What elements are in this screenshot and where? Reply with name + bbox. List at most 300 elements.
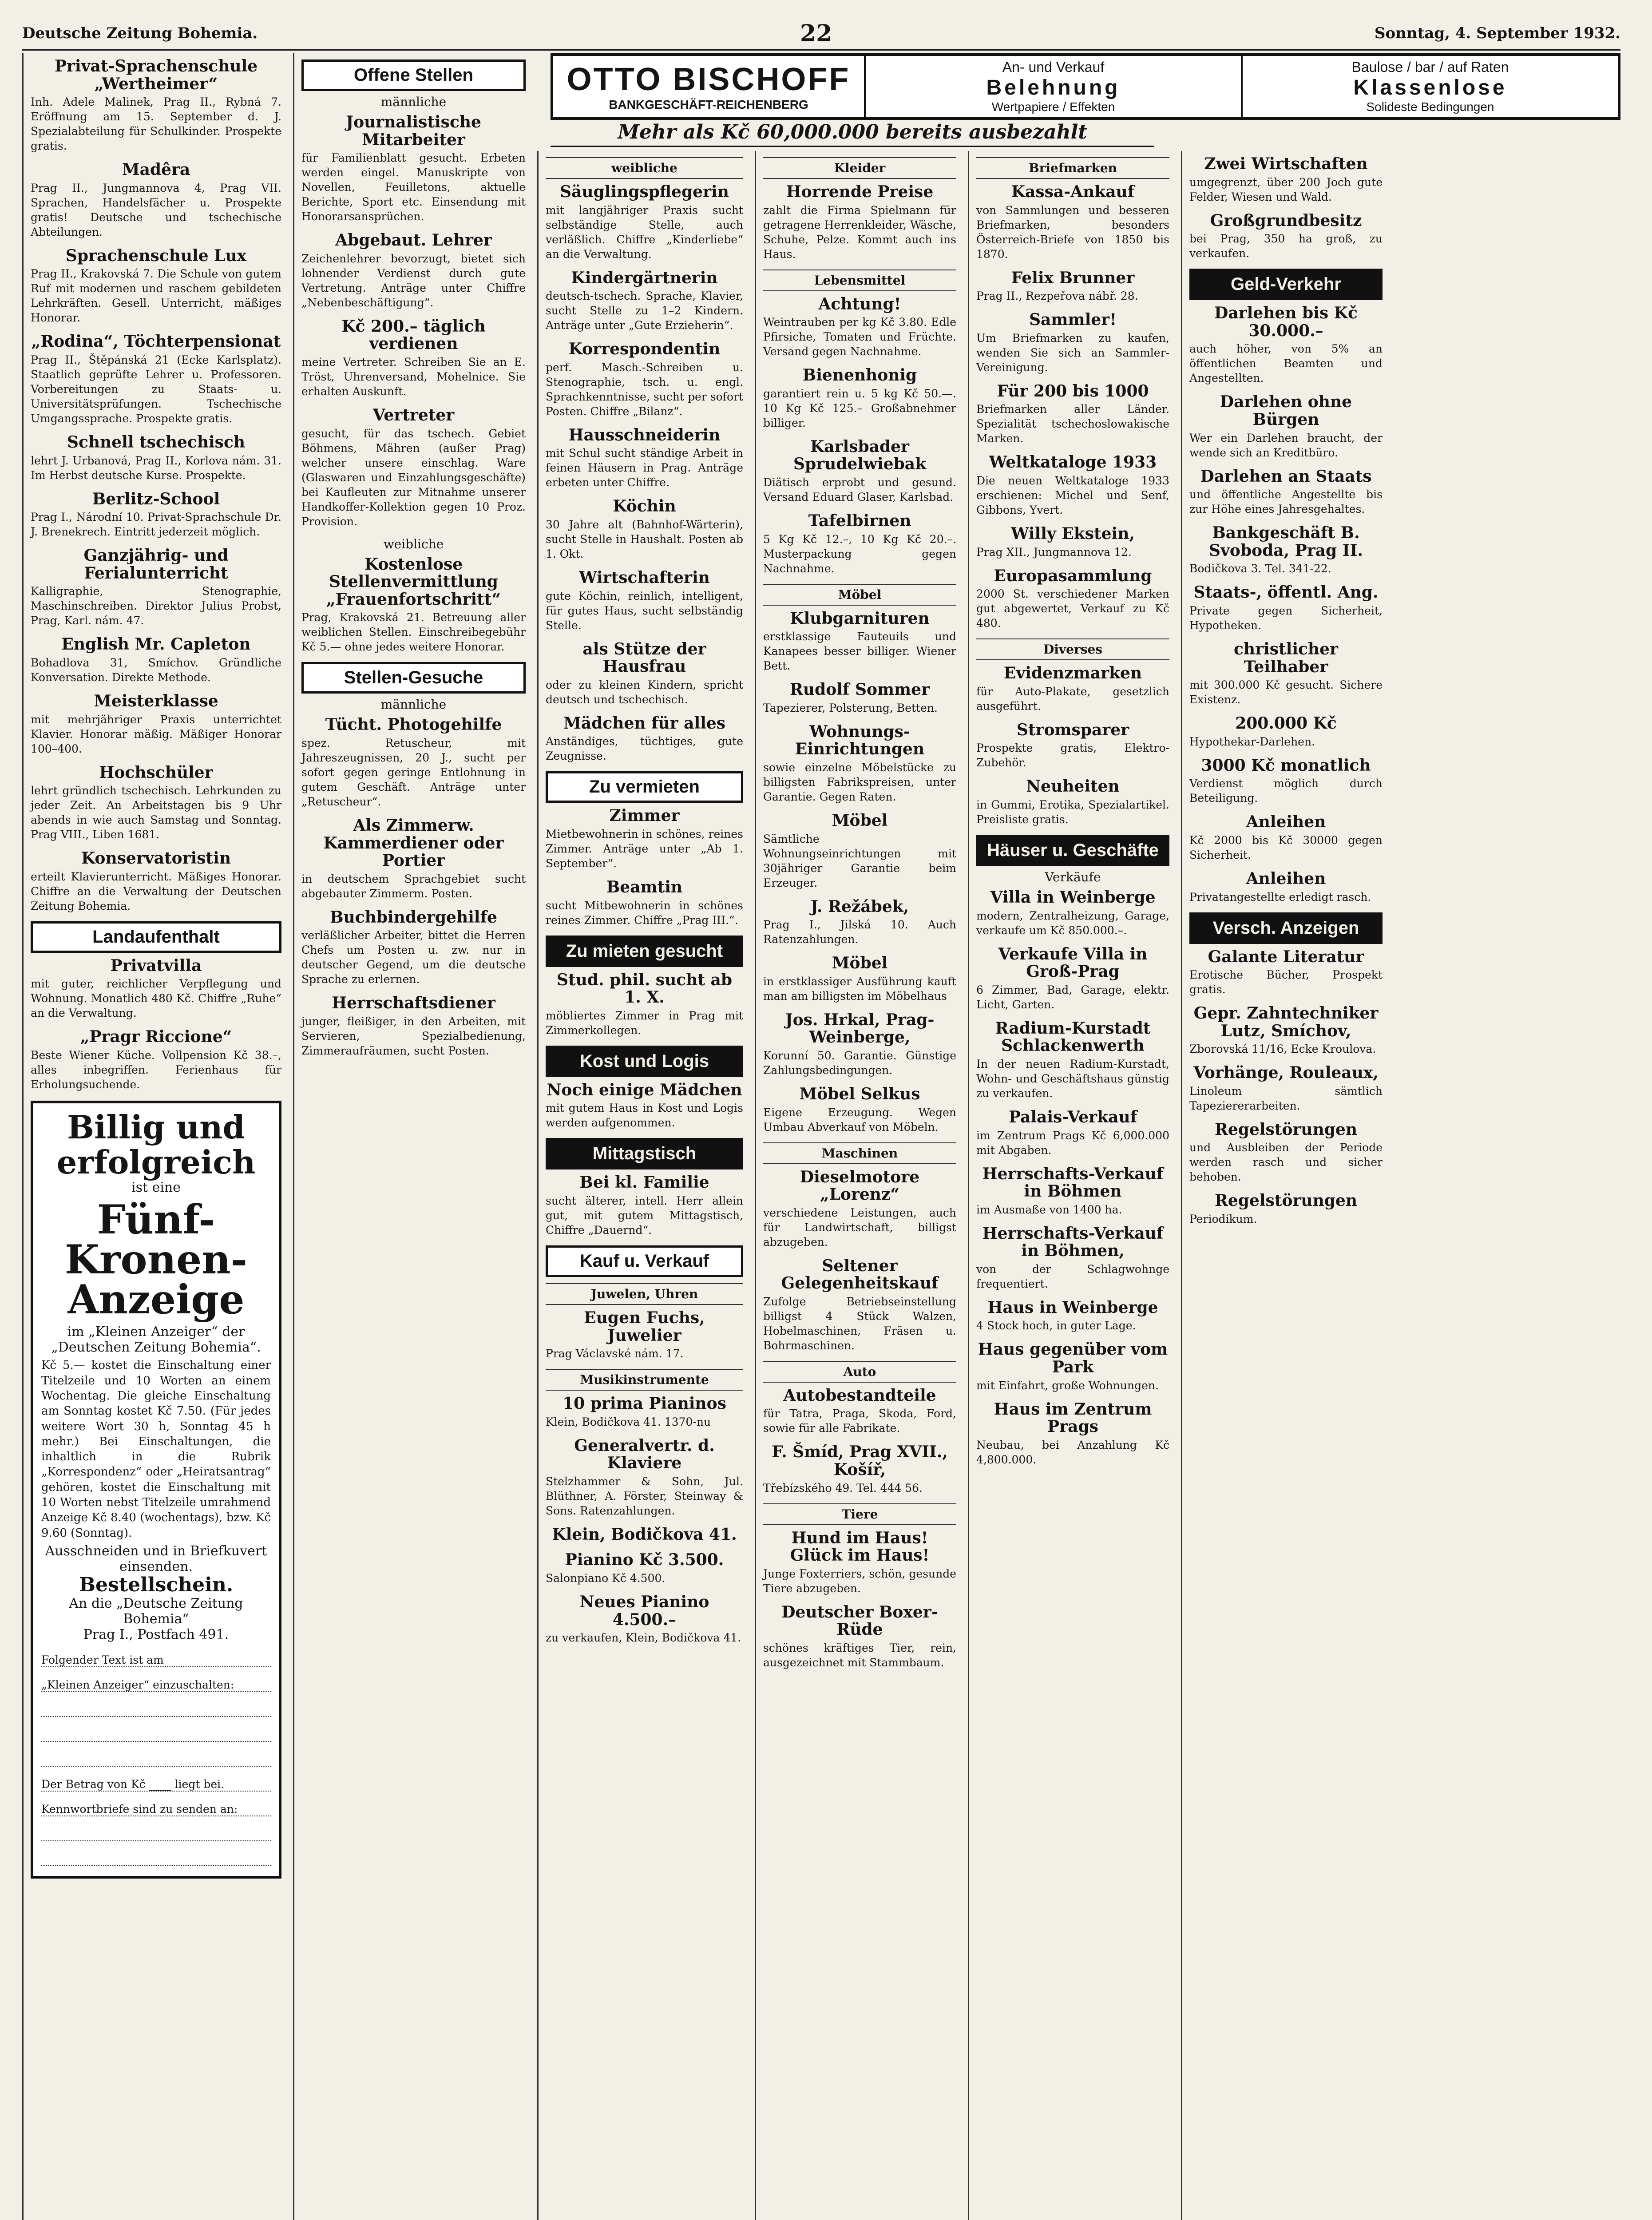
ad-zwei-wirtschaften (1189, 155, 1383, 204)
ad-title: Buchbindergehilfe (330, 908, 497, 927)
ad-title: Haus gegenüber vom Park (978, 1340, 1168, 1377)
ad-title: Neuheiten (1026, 777, 1120, 796)
ad-title: Achtung! (818, 294, 901, 313)
ad-text: oder zu kleinen Kindern, spricht deutsch und tschechisch. (546, 678, 743, 706)
five-crown-subline: ist eine (131, 1180, 181, 1196)
section-geld-verkehr: Geld-Verkehr (1189, 269, 1383, 300)
ad-text: zu verkaufen, Klein, Bodičkova 41. (546, 1631, 741, 1645)
ad-sprudelwiebak (763, 438, 956, 504)
ad-text: für Tatra, Praga, Skoda, Ford, sowie für alle Fabrikate. (763, 1407, 956, 1435)
ad-title: Pianino Kč 3.500. (565, 1550, 724, 1570)
ad-text: Zborovská 11/16, Ecke Kroulova. (1189, 1043, 1376, 1056)
ad-text: meine Vertreter. Schreiben Sie an E. Tröst, Uhrenversand, Mohelnice. Sie erhalten Auskunft. (301, 355, 526, 398)
order-form-blank-4[interactable] (41, 1820, 271, 1841)
order-form-title: Bestellschein. (79, 1574, 234, 1597)
ad-title: Vertreter (372, 405, 455, 424)
ad-darlehen-30000 (1189, 305, 1383, 385)
ad-text: Prag, Krakovská 21. Betreuung aller weiblichen Stellen. Einschreibegebühr Kč 5.— ohne jedes weitere Honorar. (301, 611, 526, 654)
ad-korrespondentin (546, 341, 743, 419)
ad-photogehilfe (301, 716, 526, 809)
ad-text: im Ausmaße von 1400 ha. (976, 1203, 1122, 1216)
ad-title: Hochschüler (99, 763, 213, 782)
ad-text: in Gummi, Erotika, Spezialartikel. Preisliste gratis. (976, 798, 1169, 826)
ad-text: Stelzhammer & Sohn, Jul. Blüthner, A. Förster, Steinway & Sons. Ratenzahlungen. (546, 1475, 743, 1517)
bank-name-block (553, 56, 866, 117)
ad-text: Verdienst möglich durch Beteiligung. (1189, 777, 1383, 805)
ad-title: Privatvilla (110, 956, 202, 975)
ad-title: Hausschneiderin (568, 425, 721, 444)
ad-text: Tapezierer, Polsterung, Betten. (763, 701, 938, 714)
ad-text: Salonpiano Kč 4.500. (546, 1572, 666, 1585)
ad-radium-kurstadt (976, 1020, 1169, 1101)
ad-beamtin (546, 879, 743, 928)
category-maschinen: Maschinen (763, 1142, 956, 1164)
ad-regelstoerungen-1 (1189, 1121, 1383, 1185)
ad-200-bis-1000 (976, 383, 1169, 446)
bank-lots-1: Baulose / bar / auf Raten (1351, 59, 1509, 75)
ad-klubgarnituren (763, 610, 956, 674)
ad-title: Haus im Zentrum Prags (994, 1399, 1152, 1436)
ad-english (31, 636, 281, 685)
ad-title: Kindergärtnerin (571, 268, 718, 287)
ad-title: Möbel Selkus (799, 1084, 920, 1103)
ad-title: Beamtin (606, 877, 683, 896)
ad-text: junger, fleißiger, in den Arbeiten, mit Servieren, Spezialbedienung, Zimmeraufräumen, sucht Posten. (301, 1015, 526, 1057)
ad-text: 6 Zimmer, Bad, Garage, elektr. Licht, Garten. (976, 983, 1169, 1011)
ad-riccione (31, 1028, 281, 1092)
ad-text: mit guter, reichlicher Verpflegung und Wohnung. Monatlich 480 Kč. Chiffre „Ruhe“ an die Verwaltung. (31, 977, 281, 1020)
ad-text: möbliertes Zimmer in Prag mit Zimmerkollegen. (546, 1009, 743, 1037)
ad-title: Tücht. Photogehilfe (325, 715, 502, 734)
ad-title: „Rodina“, Töchterpensionat (31, 332, 281, 351)
ad-title: Möbel (832, 954, 888, 973)
ad-title: Autobestandteile (783, 1386, 936, 1405)
ad-weltkataloge (976, 454, 1169, 517)
ad-text: sucht älterer, intell. Herr allein gut, mit gutem Mittagstisch, Chiffre „Dauernd“. (546, 1194, 743, 1237)
ad-text: Hypothekar-Darlehen. (1189, 735, 1315, 748)
ad-text: 30 Jahre alt (Bahnhof-Wärterin), sucht Stelle in Haushalt. Posten ab 1. Okt. (546, 518, 743, 560)
ad-title: Wohnungs-Einrichtungen (795, 722, 925, 759)
ad-text: verläßlicher Arbeiter, bittet die Herren Chefs um Posten u. zw. nur in deutscher Gegend, um die deutsche Sprache zu erlernen. (301, 929, 526, 986)
ad-title: Rudolf Sommer (789, 680, 930, 699)
ad-title: Darlehen bis Kč 30.000.– (1214, 304, 1358, 340)
ad-200000 (1189, 715, 1383, 749)
ad-teilhaber (1189, 641, 1383, 707)
ad-text: sucht Mitbewohnerin in schönes reines Zimmer. Chiffre „Prag III.“. (546, 899, 743, 927)
ad-text: Zeichenlehrer bevorzugt, bietet sich lohnender Verdienst durch gute Vertretung. Anträge unter Chiffre „Nebenbeschäftigung“. (301, 252, 526, 309)
ad-title: Herrschaftsdiener (332, 994, 495, 1013)
ad-title: English Mr. Capleton (61, 635, 251, 654)
bank-service-2: Belehnung (986, 76, 1121, 99)
ad-meisterklasse (31, 693, 281, 756)
page-number: 22 (800, 20, 832, 47)
five-crown-pricing: Kč 5.— kostet die Einschaltung einer Titelzeile und 10 Worten an einem Wochentag. Die gleiche Einschaltung am Sonntag kostet Kč 7.50. (Für jedes weitere Wort 30 h, Sonntag 45 h mehr.) Bei Einschaltungen, die inhaltlich in die Rubrik „Korrespondenz“ oder „Heiratsantrag“ gehören, kostet die Einschaltung mit 10 Worten nebst Titelzeile umrahmend Anzeige Kč 8.40 (wochentags), bzw. Kč 9.60 (Sonntag). (41, 1359, 271, 1540)
five-crown-where: im „Kleinen Anzeiger“ der „Deutschen Zeitung Bohemia“. (51, 1324, 261, 1356)
ad-text: bei Prag, 350 ha groß, zu verkaufen. (1189, 232, 1383, 260)
ad-horrende-preise (763, 183, 956, 262)
ad-text: Prag I., Jilská 10. Auch Ratenzahlungen. (763, 918, 956, 946)
ad-title: Seltener Gelegenheitskauf (781, 1256, 939, 1293)
ad-title: Vorhänge, Rouleaux, (1193, 1063, 1379, 1082)
ad-title: Großgrundbesitz (1210, 211, 1362, 230)
ad-title: Generalvertr. d. Klaviere (574, 1436, 715, 1473)
section-landaufenthalt: Landaufenthalt (31, 921, 281, 953)
ad-text: von Sammlungen und besseren Briefmarken, besonders Österreich-Briefe von 1850 bis 1870. (976, 203, 1169, 261)
ad-text: Um Briefmarken zu kaufen, wenden Sie sich an Sammler-Vereinigung. (976, 331, 1169, 374)
section-zu-mieten-gesucht: Zu mieten gesucht (546, 936, 743, 967)
order-form-blank-2[interactable] (41, 1720, 271, 1742)
category-moebel: Möbel (763, 584, 956, 606)
ad-rudolf-sommer (763, 681, 956, 715)
ad-text: Neubau, bei Anzahlung Kč 4,800.000. (976, 1438, 1169, 1466)
ad-title: Bei kl. Familie (579, 1173, 709, 1192)
ad-rodina (31, 333, 281, 426)
five-crown-headline: Billig und erfolgreich (56, 1108, 256, 1181)
ad-bienenhonig (763, 367, 956, 430)
ad-title: 3000 Kč monatlich (1201, 756, 1371, 775)
ad-title: Berlitz-School (92, 489, 220, 508)
ad-vertreter (301, 407, 526, 529)
ad-pianinos (546, 1395, 743, 1429)
ad-text: Třebízského 49. Tel. 444 56. (763, 1481, 923, 1495)
section-offene-stellen: Offene Stellen (301, 59, 526, 91)
ad-text: mit langjähriger Praxis sucht selbständige Stelle, auch verläßlich. Chiffre „Kinderliebe“ an die Verwaltung. (546, 203, 743, 261)
ad-title: Kassa-Ankauf (1011, 182, 1135, 201)
bank-banner-ad (551, 53, 1620, 120)
ad-darlehen-ohne-buergen (1189, 393, 1383, 460)
ad-anleihen-2 (1189, 870, 1383, 904)
ad-text: Erotische Bücher, Prospekt gratis. (1189, 968, 1383, 996)
ad-hrkal (763, 1011, 956, 1078)
ad-title: Tafelbirnen (808, 511, 911, 530)
ad-sammler (976, 311, 1169, 375)
ad-darlehen-staats (1189, 468, 1383, 517)
ad-berlitz (31, 491, 281, 539)
ad-hochschueler (31, 764, 281, 842)
ad-title: Kč 200.– täglich verdienen (341, 317, 486, 353)
ad-title: Abgebaut. Lehrer (335, 231, 492, 250)
ad-title: Für 200 bis 1000 (997, 381, 1149, 400)
bank-services (866, 56, 1241, 117)
category-diverses: Diverses (976, 638, 1169, 660)
ad-title: Möbel (832, 811, 888, 830)
ad-text: Kalligraphie, Stenographie, Maschinschreiben. Direktor Julius Probst, Prag, Karl. nám. 47. (31, 585, 281, 627)
ad-title: Darlehen ohne Bürgen (1220, 392, 1352, 429)
ad-title: Horrende Preise (786, 182, 934, 201)
ad-title: Felix Brunner (1011, 268, 1135, 287)
ad-moebel-selkus (763, 1086, 956, 1134)
ad-neues-pianino (546, 1594, 743, 1645)
ad-title: Herrschafts-Verkauf in Böhmen (982, 1164, 1164, 1201)
ad-schnell-tschechisch (31, 434, 281, 483)
ad-noch-einige-maedchen (546, 1082, 743, 1130)
ad-text: zahlt die Firma Spielmann für getragene Herrenkleider, Wäsche, Schuhe, Pelze. Kommt auch ins Haus. (763, 203, 956, 261)
column-3 (537, 151, 750, 2220)
ad-title: Mädchen für alles (563, 714, 726, 733)
column-2 (293, 53, 533, 2220)
order-form-text-line[interactable]: „Kleinen Anzeiger“ einzuschalten: (41, 1671, 271, 1692)
ad-stellenvermittlung (301, 556, 526, 654)
section-haeuser-geschaefte: Häuser u. Geschäfte (976, 835, 1169, 866)
ad-3000-monatlich (1189, 757, 1383, 806)
ad-text: von der Schlagwohnge frequentiert. (976, 1262, 1169, 1290)
ad-felix-brunner (976, 270, 1169, 304)
ad-text: und Ausbleiben der Periode werden rasch und sicher behoben. (1189, 1141, 1383, 1184)
ad-europasammlung (976, 567, 1169, 631)
ad-text: Eigene Erzeugung. Wegen Umbau Abverkauf von Möbeln. (763, 1106, 956, 1134)
section-zu-vermieten: Zu vermieten (546, 771, 743, 803)
bank-lots-2: Klassenlose (1353, 76, 1507, 99)
ad-text: perf. Masch.-Schreiben u. Stenographie, tsch. u. engl. Sprachkenntnisse, sucht per sofort Posten. Chiffre „Bilanz“. (546, 361, 743, 418)
ad-gelegenheitskauf (763, 1257, 956, 1353)
ad-text: Mietbewohnerin in schönes, reines Zimmer. Anträge unter „Ab 1. September“. (546, 827, 743, 870)
ad-text: Anständiges, tüchtiges, gute Zeugnisse. (546, 735, 743, 763)
ad-title: Journalistische Mitarbeiter (346, 113, 481, 149)
ad-title: Haus in Weinberge (987, 1298, 1158, 1317)
ad-text: Prag II., Štěpánská 21 (Ecke Karlsplatz). Staatlich geprüfte Lehrer u. Professoren. Vorbereitungen zu Staats- u. Universitätsprüfungen. Tschechische Umgangssprache. Prospekte gratis. (31, 353, 281, 425)
ad-title: Wirtschafterin (579, 568, 710, 587)
ad-villa-gross-prag (976, 946, 1169, 1012)
ad-title: Herrschafts-Verkauf in Böhmen, (982, 1224, 1164, 1261)
ad-text: mit gutem Haus in Kost und Logis werden aufgenommen. (546, 1102, 743, 1130)
column-1 (22, 53, 289, 2220)
ad-title: J. Režábek, (810, 897, 909, 916)
ad-title: Radium-Kurstadt Schlackenwerth (995, 1019, 1151, 1055)
ad-klein-address (546, 1526, 743, 1544)
order-form-date-line[interactable]: Folgender Text ist am (41, 1646, 271, 1667)
ad-title: Bankgeschäft B. Svoboda, Prag II. (1209, 523, 1363, 560)
ad-autobestandteile (763, 1387, 956, 1436)
ad-text: schönes kräftiges Tier, rein, ausgezeichnet mit Stammbaum. (763, 1641, 956, 1669)
bank-lots (1241, 56, 1618, 117)
bank-service-3: Wertpapiere / Effekten (991, 100, 1115, 114)
ad-text: mit Einfahrt, große Wohnungen. (976, 1379, 1159, 1392)
bank-service-1: An- und Verkauf (1002, 59, 1105, 75)
col1-ads (31, 58, 281, 913)
ad-anleihen-1 (1189, 813, 1383, 862)
ad-moebel-2 (763, 955, 956, 1003)
ad-abgebaut-lehrer (301, 232, 526, 310)
ad-text: erteilt Klavierunterricht. Mäßiges Honorar. Chiffre an die Verwaltung der Deutschen Zeitung Bohemia. (31, 870, 281, 912)
ad-text: im Zentrum Prags Kč 6,000.000 mit Abgaben. (976, 1129, 1169, 1157)
newspaper-name: Deutsche Zeitung Bohemia. (22, 24, 258, 42)
subsection-weibliche: weibliche (383, 536, 444, 551)
ad-text: 2000 St. verschiedener Marken gut abgewertet, Verkauf zu Kč 480. (976, 587, 1169, 630)
ad-title: Villa in Weinberge (990, 888, 1156, 907)
ad-title: Korrespondentin (568, 340, 721, 359)
ad-200-taeglich (301, 318, 526, 399)
ad-dieselmotore (763, 1169, 956, 1249)
ad-hausschneiderin (546, 427, 743, 490)
category-kleider: Kleider (763, 157, 956, 179)
ad-title: Sprachenschule Lux (65, 246, 247, 265)
ad-smid (763, 1443, 956, 1495)
ad-title: Hund im Haus! Glück im Haus! (790, 1528, 930, 1565)
ad-wohnungs-einrichtungen (763, 723, 956, 804)
ad-staats-oeffentl (1189, 584, 1383, 633)
ad-ferialunterricht (31, 547, 281, 628)
ad-text: für Auto-Plakate, gesetzlich ausgeführt. (976, 685, 1169, 713)
ad-title: „Pragr Riccione“ (80, 1027, 232, 1047)
ad-kassa-ankauf (976, 183, 1169, 262)
subsection-maennliche: männliche (380, 95, 447, 109)
order-form-amount-line[interactable]: Der Betrag von Kč ____ liegt bei. (41, 1770, 271, 1792)
section-kost-und-logis: Kost und Logis (546, 1046, 743, 1077)
column-6 (1181, 151, 1390, 2220)
ad-text: auch höher, von 5% an öffentlichen Beamten und Angestellten. (1189, 342, 1383, 385)
ad-text: in erstklassiger Ausführung kauft man am billigsten im Möbelhaus (763, 975, 956, 1003)
ad-title: Regelstörungen (1214, 1191, 1358, 1210)
ad-text: Prospekte gratis, Elektro-Zubehör. (976, 741, 1169, 769)
ad-text: modern, Zentralheizung, Garage, verkaufe um Kč 850.000.–. (976, 909, 1169, 937)
ad-hund-im-haus (763, 1530, 956, 1596)
ad-title: Säuglingspflegerin (560, 182, 729, 201)
ad-title: Palais-Verkauf (1008, 1107, 1137, 1126)
order-form-blank-5[interactable] (41, 1845, 271, 1866)
issue-date: Sonntag, 4. September 1932. (1374, 24, 1620, 42)
ad-text: Prag II., Jungmannova 4, Prag VII. Sprachen, Handelsfächer u. Prospekte gratis! Deutsche und tschechische Abteilungen. (31, 181, 281, 238)
ad-text: Die neuen Weltkataloge 1933 erschienen: Michel und Senf, Gibbons, Yvert. (976, 474, 1169, 516)
ad-text: gute Köchin, reinlich, intelligent, für gutes Haus, sucht selbständig Stelle. (546, 589, 743, 632)
subsection-maennliche-2: männliche (380, 697, 447, 712)
ad-zimmer (546, 807, 743, 871)
ad-maedchen-fuer-alles (546, 715, 743, 764)
ad-title: Als Zimmerw. Kammerdiener oder Portier (323, 816, 504, 870)
ad-title: Verkaufe Villa in Groß-Prag (998, 944, 1148, 981)
ad-vorhaenge (1189, 1064, 1383, 1113)
ad-text: Linoleum sämtlich Tapeziererarbeiten. (1189, 1084, 1383, 1112)
section-kauf-verkauf: Kauf u. Verkauf (546, 1245, 743, 1277)
bank-payout-strip: Mehr als Kč 60,000.000 bereits ausbezahlt (551, 121, 1154, 147)
ad-title: Darlehen an Staats (1200, 467, 1372, 486)
ad-title: Stud. phil. sucht ab 1. X. (557, 970, 732, 1007)
order-form-blank-3[interactable] (41, 1745, 271, 1767)
ad-konservatoristin (31, 850, 281, 913)
ad-haus-zentrum (976, 1401, 1169, 1467)
ad-text: Inh. Adele Malinek, Prag II., Rybná 7. Eröffnung am 15. September d. J. Spezialabteilung für Schulkinder. Prospekte gratis. (31, 95, 281, 153)
ad-saeuglingspflegerin (546, 183, 743, 262)
ad-text: In der neuen Radium-Kurstadt, Wohn- und Geschäftshaus günstig zu verkaufen. (976, 1057, 1169, 1100)
ad-rezabek (763, 898, 956, 947)
ad-title: Willy Ekstein, (1011, 524, 1135, 543)
ad-neuheiten (976, 778, 1169, 827)
ad-text: Prag I., Národní 10. Privat-Sprachschule Dr. J. Brenekrech. Eintritt jederzeit möglich. (31, 511, 281, 539)
ad-text: Zufolge Betriebseinstellung billigst 4 Stück Walzen, Hobelmaschinen, Fräsen u. Bohrmaschinen. (763, 1295, 956, 1352)
ad-text: mit mehrjähriger Praxis unterrichtet Klavier. Honorar mäßig. Mäßiger Honorar 100–400. (31, 713, 281, 755)
column-5 (968, 151, 1177, 2220)
ad-title: Bienenhonig (802, 366, 917, 385)
ad-text: Klein, Bodičkova 41. 1370-nu (546, 1415, 711, 1428)
ad-text: Korunní 50. Garantie. Günstige Zahlungsbedingungen. (763, 1049, 956, 1077)
ad-private-language-school (31, 58, 281, 153)
ad-achtung-weintrauben (763, 296, 956, 359)
ad-title: Ganzjährig- und Ferialunterricht (83, 546, 229, 583)
ad-text: Privatangestellte erledigt rasch. (1189, 890, 1371, 904)
ad-text: Beste Wiener Küche. Vollpension Kč 38.–, alles inbegriffen. Ferienhaus für Erholungsuchende. (31, 1048, 281, 1091)
ad-title: Kostenlose Stellenvermittlung „Frauenfortschritt“ (326, 555, 501, 609)
ad-title: Madêra (122, 160, 190, 179)
ad-stromsparer (976, 722, 1169, 770)
ad-boxer-ruede (763, 1604, 956, 1670)
ad-bankgeschaeft-svoboda (1189, 524, 1383, 576)
ad-text: erstklassige Fauteuils und Kanapees besser billiger. Wiener Bett. (763, 630, 956, 673)
ad-text: Junge Foxterriers, schön, gesunde Tiere abzugeben. (763, 1567, 956, 1595)
category-auto: Auto (763, 1361, 956, 1383)
ad-pianino-3500 (546, 1551, 743, 1586)
ad-villa-weinberge (976, 889, 1169, 938)
section-versch-anzeigen: Versch. Anzeigen (1189, 912, 1383, 944)
ad-text: Bohadlova 31, Smíchov. Gründliche Konversation. Direkte Methode. (31, 656, 281, 684)
ad-title: Anleihen (1246, 813, 1326, 832)
ad-title: Weltkataloge 1933 (989, 453, 1157, 472)
bank-name: OTTO BISCHOFF (567, 62, 851, 97)
ad-title: Zimmer (609, 806, 680, 825)
five-crown-title: Fünf-Kronen-Anzeige (64, 1196, 248, 1324)
ad-title: Deutscher Boxer-Rüde (781, 1602, 938, 1639)
ad-text: 4 Stock hoch, in guter Lage. (976, 1319, 1136, 1332)
ad-stud-phil (546, 971, 743, 1038)
ad-herrschafts-verkauf-1 (976, 1166, 1169, 1217)
ad-haus-weinberge (976, 1299, 1169, 1333)
section-stellen-gesuche: Stellen-Gesuche (301, 662, 526, 694)
ad-herrschaftsdiener (301, 995, 526, 1058)
ad-title: Evidenzmarken (1003, 664, 1142, 683)
ad-text: Weintrauben per kg Kč 3.80. Edle Pfirsiche, Tomaten und Früchte. Versand gegen Nachnahme. (763, 316, 956, 358)
ad-title: 200.000 Kč (1235, 714, 1337, 733)
ad-text: verschiedene Leistungen, auch für Landwirtschaft, billigst abzugeben. (763, 1206, 956, 1249)
ad-text: lehrt J. Urbanová, Prag II., Korlova nám. 31. Im Herbst deutsche Kurse. Prospekte. (31, 454, 281, 482)
category-musikinstrumente: Musikinstrumente (546, 1369, 743, 1391)
ad-grossgrundbesitz (1189, 212, 1383, 261)
ad-title: 10 prima Pianinos (563, 1394, 726, 1413)
ad-haus-park (976, 1341, 1169, 1392)
ad-text: lehrt gründlich tschechisch. Lehrkunden zu jeder Zeit. An Arbeitstagen bis 9 Uhr abends in wie auch Samstag und Sonntag. Prag VIII., Liben 1681. (31, 784, 281, 841)
ad-text: Kč 2000 bis Kč 30000 gegen Sicherheit. (1189, 833, 1383, 861)
ad-willy-ekstein (976, 525, 1169, 559)
ad-regelstoerungen-2 (1189, 1192, 1383, 1226)
category-lebensmittel: Lebensmittel (763, 270, 956, 291)
subsection-verkaeufe: Verkäufe (1045, 869, 1101, 884)
ad-galante-literatur (1189, 948, 1383, 997)
order-form-blank-1[interactable] (41, 1696, 271, 1717)
ad-title: Köchin (613, 497, 676, 516)
ad-title: Zwei Wirtschaften (1204, 155, 1368, 173)
ad-text: spez. Retuscheur, mit Jahreszeugnissen, 20 J., sucht per sofort gegen geringe Entlohnung in gutem Geschäft. Anträge unter „Retuscheur“. (301, 736, 526, 808)
ad-title: Regelstörungen (1214, 1120, 1358, 1139)
order-form-reply-line[interactable]: Kennwortbriefe sind zu senden an: (41, 1795, 271, 1816)
five-crown-ad-order-form (31, 1101, 281, 1879)
ad-text: Prag XII., Jungmannova 12. (976, 545, 1132, 559)
ad-text: mit Schul sucht ständige Arbeit in feinen Häusern in Prag. Anträge erbeten unter Chiffre. (546, 447, 743, 489)
ad-tafelbirnen (763, 512, 956, 576)
ad-title: Klein, Bodičkova 41. (552, 1525, 737, 1544)
ad-text: mit 300.000 Kč gesucht. Sichere Existenz. (1189, 678, 1383, 706)
ad-text: Prag Václavské nám. 17. (546, 1347, 684, 1360)
ad-title: Karlsbader Sprudelwiebak (793, 437, 927, 474)
ad-title: Privat-Sprachenschule „Wertheimer“ (54, 57, 258, 93)
ad-text: Private gegen Sicherheit, Hypotheken. (1189, 604, 1383, 632)
ad-text: garantiert rein u. 5 kg Kč 50.—. 10 Kg Kč 125.– Großabnehmer billiger. (763, 387, 956, 429)
ad-evidenzmarken (976, 665, 1169, 714)
ad-title: als Stütze der Hausfrau (582, 639, 706, 676)
order-form-address: Prag I., Postfach 491. (83, 1627, 229, 1643)
ad-stuetze-hausfrau (546, 641, 743, 707)
category-briefmarken: Briefmarken (976, 157, 1169, 179)
ad-text: Wer ein Darlehen braucht, der wende sich an Kreditbüro. (1189, 431, 1383, 459)
ad-text: Sämtliche Wohnungseinrichtungen mit 30jähriger Garantie beim Erzeuger. (763, 832, 956, 889)
ad-title: Staats-, öffentl. Ang. (1193, 583, 1379, 602)
page-header (22, 18, 1620, 51)
